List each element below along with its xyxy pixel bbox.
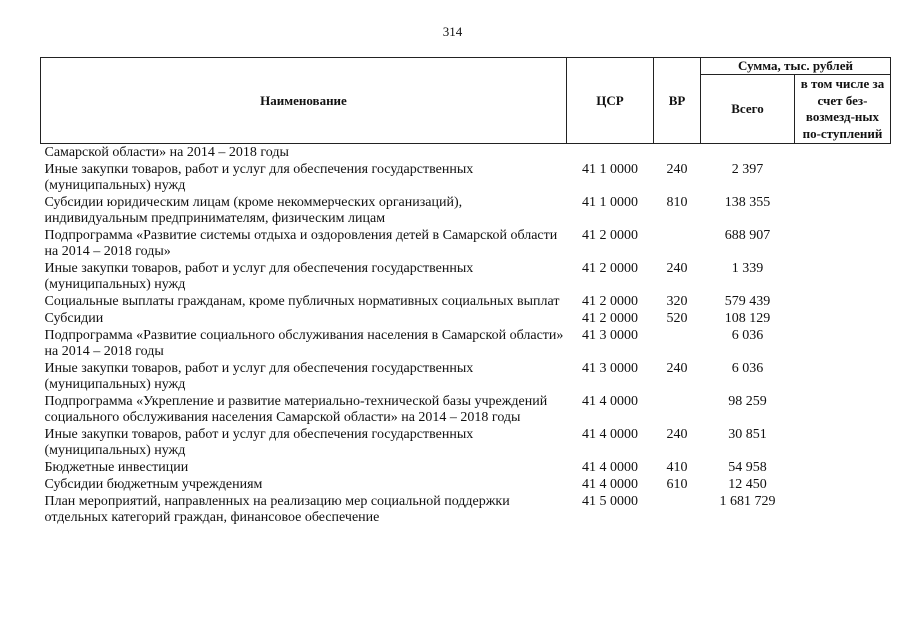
row-total: 6 036 <box>731 328 764 343</box>
row-vr: 410 <box>666 460 688 475</box>
row-gratis <box>795 361 891 394</box>
table-row <box>41 228 891 261</box>
table-row <box>41 460 891 477</box>
row-name: Подпрограмма «Развитие социального обслуживания населения в Самарской области» на 2014 – 2018 годы <box>44 328 564 359</box>
table-row <box>41 162 891 195</box>
row-vr <box>654 144 701 163</box>
row-csr: 41 2 0000 <box>582 228 638 243</box>
header-total: Всего <box>701 75 795 144</box>
row-vr: 520 <box>666 311 688 326</box>
table-row <box>41 427 891 460</box>
row-vr: 240 <box>666 361 688 376</box>
table-row <box>41 477 891 494</box>
row-csr: 41 2 0000 <box>582 261 638 276</box>
row-gratis <box>795 328 891 361</box>
header-csr: ЦСР <box>567 58 654 144</box>
row-total: 108 129 <box>724 311 771 326</box>
budget-table <box>40 57 891 527</box>
row-total: 30 851 <box>728 427 767 442</box>
row-csr: 41 2 0000 <box>582 311 638 326</box>
row-csr: 41 2 0000 <box>582 294 638 309</box>
row-vr: 240 <box>666 261 688 276</box>
row-gratis <box>795 460 891 477</box>
row-name: Субсидии бюджетным учреждениям <box>44 477 263 492</box>
row-gratis <box>795 195 891 228</box>
row-name: Подпрограмма «Развитие системы отдыха и оздоровления детей в Самарской области на 2014 – 2018 годы» <box>44 228 558 259</box>
row-gratis <box>795 261 891 294</box>
row-csr: 41 3 0000 <box>582 328 638 343</box>
row-vr: 810 <box>666 195 688 210</box>
row-vr: 240 <box>666 427 688 442</box>
row-name: План мероприятий, направленных на реализацию мер социальной поддержки отдельных категорий граждан, финансовое обеспечение <box>44 494 510 525</box>
row-total: 54 958 <box>728 460 767 475</box>
table-row <box>41 494 891 527</box>
row-name: Социальные выплаты гражданам, кроме публичных нормативных социальных выплат <box>44 294 560 309</box>
header-vr: ВР <box>654 58 701 144</box>
table-row <box>41 144 891 163</box>
row-csr: 41 3 0000 <box>582 361 638 376</box>
row-total <box>701 144 795 163</box>
row-total: 1 339 <box>731 261 764 276</box>
row-vr: 320 <box>666 294 688 309</box>
row-vr: 610 <box>666 477 688 492</box>
row-gratis <box>795 477 891 494</box>
row-vr <box>654 228 701 261</box>
row-name: Субсидии <box>44 311 104 326</box>
row-gratis <box>795 162 891 195</box>
row-vr: 240 <box>666 162 688 177</box>
table-row <box>41 261 891 294</box>
row-csr: 41 1 0000 <box>582 195 638 210</box>
row-total: 2 397 <box>731 162 764 177</box>
row-name: Подпрограмма «Укрепление и развитие материально-технической базы учреждений социального обслуживания населения Самарской области» на 2014 – 2018 годы <box>44 394 548 425</box>
row-csr: 41 1 0000 <box>582 162 638 177</box>
row-gratis <box>795 294 891 311</box>
table-row <box>41 195 891 228</box>
row-csr: 41 4 0000 <box>582 394 638 409</box>
row-csr: 41 5 0000 <box>582 494 638 509</box>
row-gratis <box>795 394 891 427</box>
row-gratis <box>795 494 891 527</box>
row-csr: 41 4 0000 <box>582 427 638 442</box>
row-gratis <box>795 311 891 328</box>
table-row <box>41 311 891 328</box>
table-row <box>41 394 891 427</box>
header-name: Наименование <box>41 58 567 144</box>
row-vr <box>654 394 701 427</box>
row-total: 1 681 729 <box>719 494 776 509</box>
row-gratis <box>795 228 891 261</box>
table-row <box>41 294 891 311</box>
row-name: Самарской области» на 2014 – 2018 годы <box>44 145 289 160</box>
row-vr <box>654 328 701 361</box>
row-total: 688 907 <box>724 228 771 243</box>
row-name: Иные закупки товаров, работ и услуг для обеспечения государственных (муниципальных) нужд <box>44 427 474 458</box>
row-csr: 41 4 0000 <box>582 477 638 492</box>
header-sum-group: Сумма, тыс. рублей <box>701 58 891 75</box>
row-vr <box>654 494 701 527</box>
row-name: Субсидии юридическим лицам (кроме некоммерческих организаций), индивидуальным предпринимателям, физическим лицам <box>44 195 463 226</box>
table-body <box>41 144 891 528</box>
table-header <box>41 58 891 144</box>
row-total: 579 439 <box>724 294 771 309</box>
row-total: 138 355 <box>724 195 771 210</box>
row-csr <box>567 144 654 163</box>
page-number: 314 <box>442 24 463 39</box>
row-name: Бюджетные инвестиции <box>44 460 189 475</box>
row-total: 98 259 <box>728 394 767 409</box>
header-gratis: в том числе за счет без-возмезд-ных по-ступлений <box>795 75 891 144</box>
row-name: Иные закупки товаров, работ и услуг для обеспечения государственных (муниципальных) нужд <box>44 361 474 392</box>
row-name: Иные закупки товаров, работ и услуг для обеспечения государственных (муниципальных) нужд <box>44 261 474 292</box>
row-name: Иные закупки товаров, работ и услуг для обеспечения государственных (муниципальных) нужд <box>44 162 474 193</box>
row-csr: 41 4 0000 <box>582 460 638 475</box>
row-gratis <box>795 144 891 163</box>
row-total: 6 036 <box>731 361 764 376</box>
table-row <box>41 361 891 394</box>
row-total: 12 450 <box>728 477 767 492</box>
table-row <box>41 328 891 361</box>
row-gratis <box>795 427 891 460</box>
